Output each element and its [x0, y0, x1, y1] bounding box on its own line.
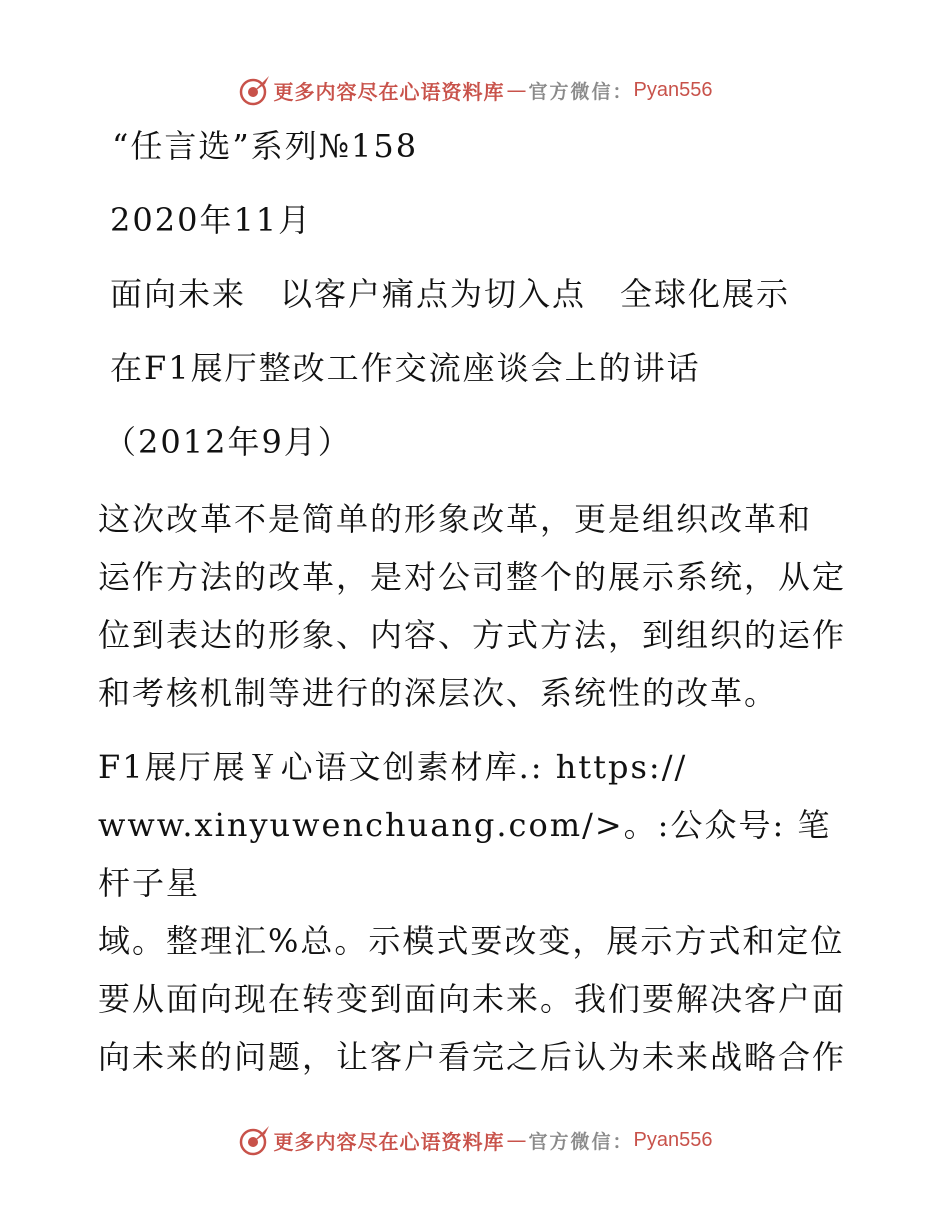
quill-seal-icon [238, 1123, 272, 1157]
speech-title: 在F1展厅整改工作交流座谈会上的讲话 [110, 349, 701, 387]
quill-seal-icon [238, 73, 272, 107]
banner-separator: — [506, 78, 527, 102]
speech-date: （2012年9月） [104, 423, 352, 461]
body-paragraph: F1展厅展￥心语文创素材库.: https:// www.xinyuwenchuang.com/>。:公众号: 笔杆子星 域。整理汇%总。示模式要改变，展示方式和定位 要从面向现在转变到面向未来。我们要解决客户面 向未来的问题，让客户看完之后认为未来战略合作 [98, 748, 847, 1076]
banner-wechat-id: Pyan556 [633, 78, 713, 101]
header-banner [0, 70, 950, 110]
headline: 面向未来 以客户痛点为切入点 全球化展示 [110, 275, 791, 313]
document-date: 2020年11月 [110, 201, 313, 239]
banner-slogan: 更多内容尽在心语资料库 [273, 79, 505, 104]
body-paragraph: 这次改革不是简单的形象改革，更是组织改革和 运作方法的改革，是对公司整个的展示系统，从定 位到表达的形象、内容、方式方法，到组织的运作 和考核机制等进行的深层次、系统性的改革。 [98, 500, 847, 712]
banner-wechat-id: Pyan556 [633, 1128, 713, 1151]
banner-slogan: 更多内容尽在心语资料库 [273, 1129, 505, 1154]
banner-wechat-label: 官方微信： [528, 1130, 634, 1153]
banner-separator: — [506, 1128, 527, 1152]
series-number: “任言选”系列№158 [112, 127, 419, 165]
banner-wechat-label: 官方微信： [528, 80, 634, 103]
footer-banner [0, 1120, 950, 1160]
